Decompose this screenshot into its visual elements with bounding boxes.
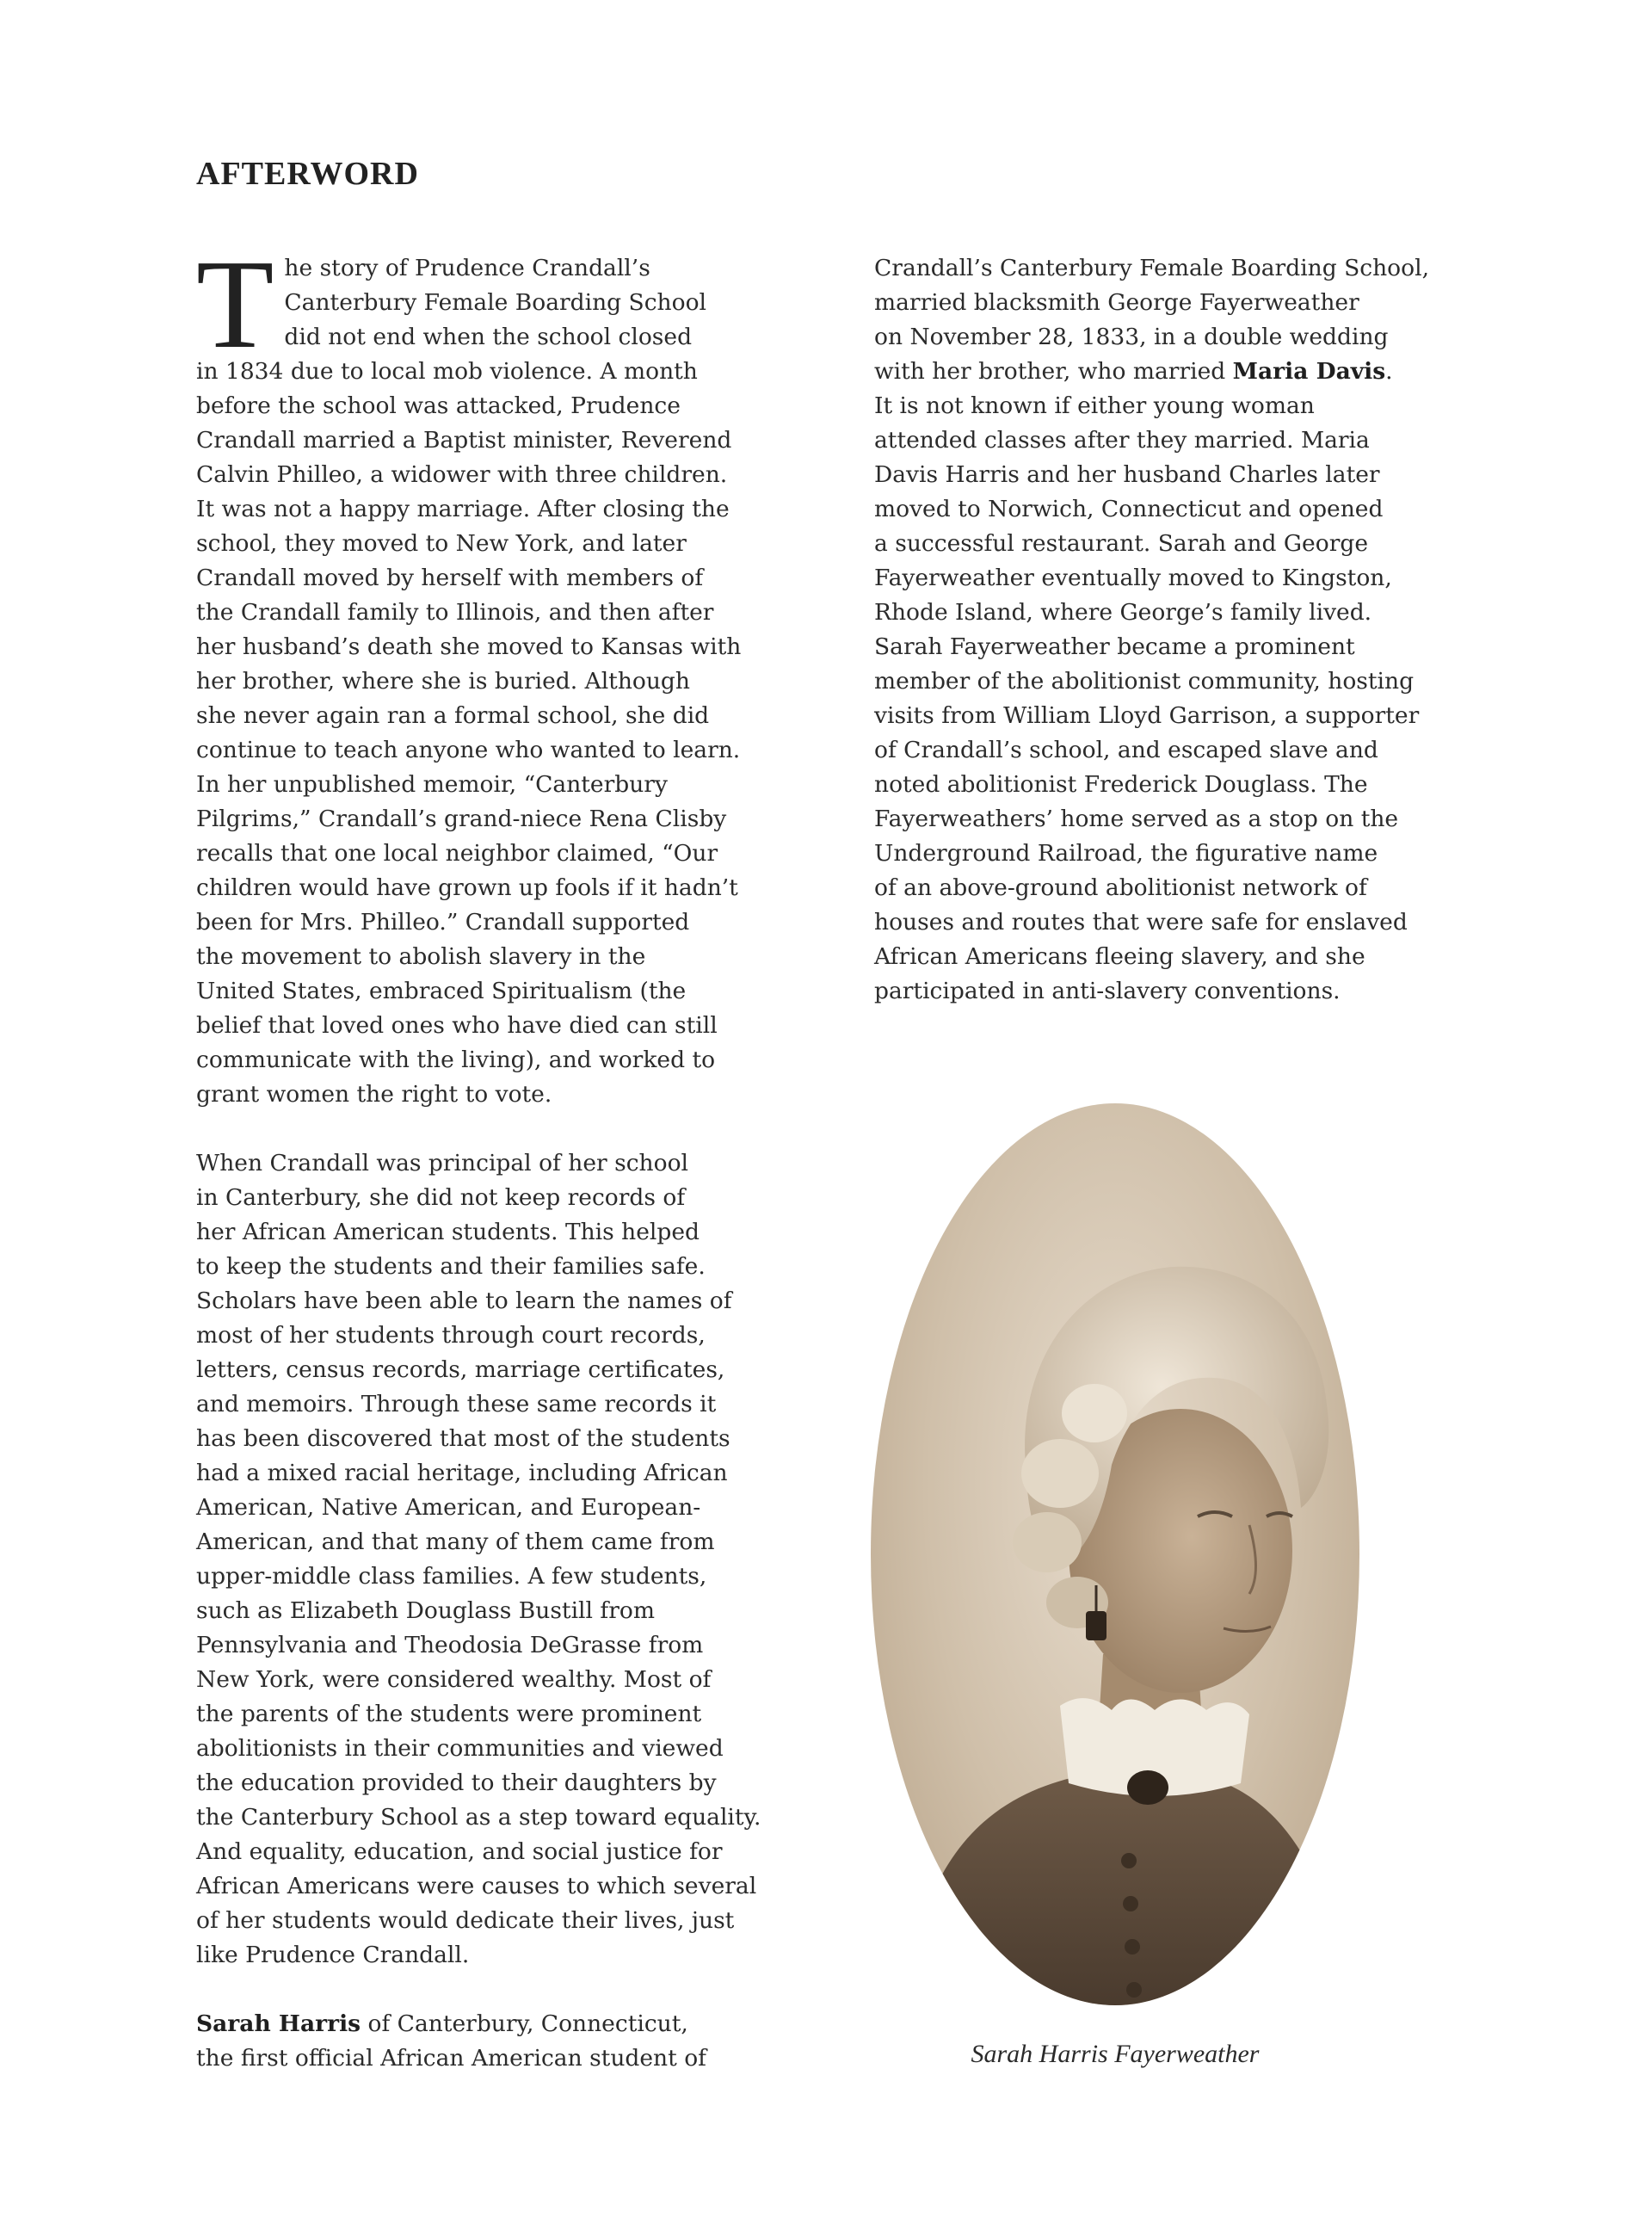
page-heading: AFTERWORD — [196, 156, 419, 192]
portrait-illustration — [871, 1103, 1359, 2005]
drop-cap: T — [196, 234, 274, 375]
photo-caption: Sarah Harris Fayerweather — [971, 2040, 1260, 2068]
paragraph-sarah-harris-text: of Canterbury, Connecticut, the first official African American student of — [196, 2010, 706, 2072]
right-column — [874, 251, 1451, 1009]
portrait-photo — [871, 1103, 1359, 2005]
paragraph-continued-end: . It is not known if either young woman attended classes after they married. Maria Davis Harris and her husband Charles later moved to Norwich, Connecticut and opened a successful restaurant. Sarah and George Fayerweather eventually moved to Kingston, Rhode Island, where George’s family lived. Sarah Fayerweather became a prominent member of the abolitionist community, hosting visits from William Lloyd Garrison, a supporter of Crandall’s school, and escaped slave and noted abolitionist Frederick Douglass. The Fayerweathers’ home served as a stop on the Underground Railroad, the figurative name of an above-ground abolitionist network of houses and routes that were safe for enslaved African Americans fleeing slavery, and she participated in anti-slavery conventions. — [874, 358, 1420, 1004]
name-maria-davis: Maria Davis — [1232, 358, 1386, 385]
paragraph-intro — [196, 234, 773, 1112]
left-column — [196, 234, 773, 2076]
paragraph-sarah-harris — [196, 2007, 773, 2076]
paragraph-intro-text: he story of Prudence Crandall’s Canterbury Female Boarding School did not end when the school closed in 1834 due to local mob violence. A month before the school was attacked, Prudence Crandall married a Baptist minister, Reverend Calvin Philleo, a widower with three children. It was not a happy marriage. After closing the school, they moved to New York, and later Crandall moved by herself with members of the Crandall family to Illinois, and then after her husband’s death she moved to Kansas with her brother, where she is buried. Although she never again ran a formal school, she did continue to teach anyone who wanted to learn. In her unpublished memoir, “Canterbury Pilgrims,” Crandall’s grand-niece Rena Clisby recalls that one local neighbor claimed, “Our children would have grown up fools if it hadn’t been for Mrs. Philleo.” Crandall supported the movement to abolish slavery in the United States, embraced Spiritualism (the belief that loved ones who have died can still communicate with the living), and worked to grant women the right to vote. — [196, 255, 742, 1108]
paragraph-continued-start: Crandall’s Canterbury Female Boarding School, married blacksmith George Fayerweather on November 28, 1833, in a double wedding with her brother, who married — [874, 255, 1429, 385]
paragraph-students: When Crandall was principal of her school in Canterbury, she did not keep records of her African American students. This helped to keep the students and their families safe. Scholars have been able to learn the names of most of her students through court records, letters, census records, marriage certificates, and memoirs. Through these same records it has been discovered that most of the students had a mixed racial heritage, including African American, Native American, and European- American, and that many of them came from upper-middle class families. A few students, such as Elizabeth Douglass Bustill from Pennsylvania and Theodosia DeGrasse from New York, were considered wealthy. Most of the parents of the students were prominent abolitionists in their communities and viewed the education provided to their daughters by the Canterbury School as a step toward equality. And equality, education, and social justice for African Americans were causes to which several of her students would dedicate their lives, just like Prudence Crandall. — [196, 1150, 761, 1968]
paragraph-continued — [874, 251, 1451, 1009]
name-sarah-harris: Sarah Harris — [196, 2010, 361, 2037]
